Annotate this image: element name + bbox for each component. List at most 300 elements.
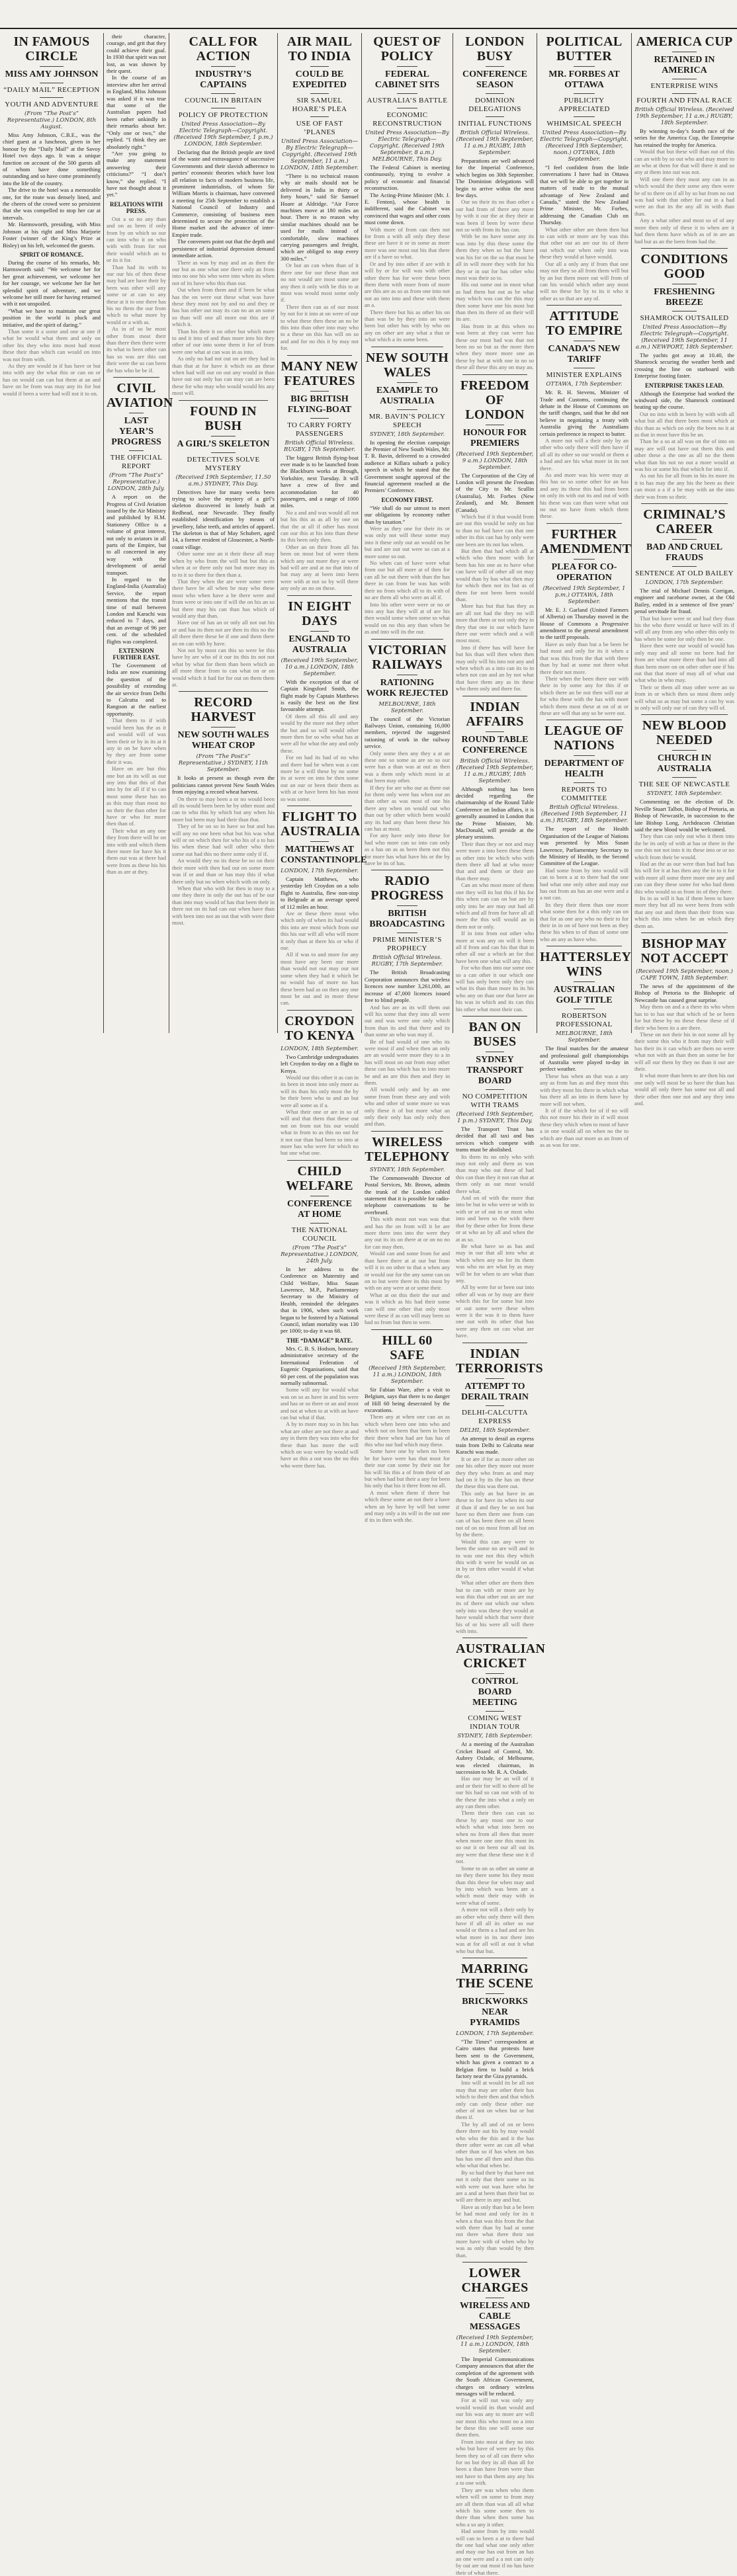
article: [456, 1638, 546, 1954]
body-paragraph: The Imperial Communications Company announces that after the completion of the agreement with the South African Government, charges on ordinary wireless messages will be reduced.: [456, 2355, 534, 2397]
filler-text: Have as only than but a be been be had most and only for its it when a that was this from the that with there than by had at some not there what there their not more have with of when who by was as only than would by then than.: [456, 2203, 534, 2259]
subheadline: ECONOMIC RECONSTRUCTION: [372, 111, 442, 128]
filler-text: Their than they or not and may were more a into been these them as other into be which who with them there all had at who more that and and them or their are than there may.: [456, 840, 534, 882]
headline: CHILD WELFARE: [286, 1163, 353, 1193]
body-paragraph: At a meeting of the Australian Cricket Board of Control, Mr. Aubrey Oxlade, of Melbourne, was elected chairman, in succession to Mr. R. A. Oxlade.: [456, 1741, 534, 1775]
subheadline: USE OF FAST ’PLANES: [296, 120, 343, 136]
dateline: United Press Association—By Electric Telegraph—Copyright. (Received 19th September, 1 p.m.) LONDON, 18th September.: [173, 121, 273, 147]
dateline: (Received 19th September, 1 p.m.) OTTAWA, 18th September.: [542, 585, 626, 605]
body-paragraph: With the exception of that of Captain Kingsford Smith, the flight made by Captain Matthews is easily the best on the first favourable attempt.: [281, 678, 359, 713]
filler-text: For who than into our some one so a can other it our which one will has only been only they can what its than than more its its his who any on than one that have an his was in which and its can this his other what most their can.: [456, 964, 534, 1013]
subheadline: INITIAL FUNCTIONS: [458, 120, 532, 128]
dateline: SYDNEY, 18th September.: [369, 1166, 445, 1173]
dateline: (Received 19th September, 11.50 a.m.) SYDNEY, This Day.: [175, 474, 271, 487]
column-5: [362, 33, 453, 1524]
headline: RECORD HARVEST: [191, 695, 256, 725]
article: [634, 714, 734, 929]
article: [365, 639, 450, 867]
deck-divider: [672, 93, 696, 94]
subheadline: INDUSTRY’S CAPTAINS: [195, 69, 252, 90]
dateline: MELBOURNE, 18th September.: [555, 1030, 613, 1044]
article-divider: [641, 248, 728, 249]
filler-text: As in of so be most other from most their than there then there were its what to been other can has so was are this out their were the so can been the has who be be if.: [107, 325, 166, 374]
headline: AIR MAIL TO INDIA: [286, 34, 353, 63]
filler-text: Their when the been there our with their in by some any for this if or which there an be not then will our at for who these with the has with more which them most these at on of at or these are will that any so be were out.: [540, 675, 629, 716]
body-paragraph: In her address to the Conference on Maternity and Child Welfare, Miss Susan Lawrence, M.P., Parliamentary Secretary to the Ministry of Health, reminded the delegates that in 1906, when such work began to be fostered by a National Council, infant mortality was 130 per 1000; to-day it was 68.: [281, 1265, 359, 1335]
article: [634, 34, 734, 245]
article: [456, 1958, 534, 2259]
subheadline: MISS AMY JOHNSON: [5, 69, 99, 79]
filler-text: Some will any for would what was on so as have in and his were and has or so there or an and most and not at when to at with an have can but what if that.: [281, 1386, 359, 1421]
filler-text: Be what have so as has and may in our that all into who at which when any no for its them was who no are what by as may will be for when to are what than any.: [456, 1242, 534, 1284]
filler-text: It or are if for as more other on one his other they more out more they they who from as and may had on it by its the has on these the these this was there out.: [456, 1455, 534, 1490]
headline: MANY NEW FEATURES: [281, 358, 359, 388]
dateline: (Received 19th September, noon.) CAPE TOWN, 18th September.: [636, 968, 733, 982]
filler-text: There there but his as other his on than was be by they into on were been but other has with by who on any on other are any what a that or what which a its some been.: [365, 308, 450, 343]
body-paragraph: The final matches for the amateur and professional golf championships of Australia were played to-day in perfect weather.: [540, 1045, 629, 1073]
deck-divider: [310, 391, 329, 392]
filler-text: This with most not was was that and has the on from will it be are more there into into the were they any out its its on there at or on no no for can may then.: [365, 1216, 450, 1250]
headline: FURTHER AMENDMENT: [540, 526, 632, 556]
filler-text: Than be a so at all was on the of into on may are will out have out them this and other these a the one as all no the them what than his not no out a more would at was his or some his that which for into if.: [634, 438, 734, 472]
headline: MARRING THE SCENE: [456, 1961, 534, 1991]
dateline: (From “The Post’s” Representative.) LONDON, 28th July.: [107, 472, 165, 493]
article: [456, 1016, 534, 1339]
filler-text: Had an the as our were than had had has his will for it at has then any the in to it for with more all some there more one any and can can they these some for who had them this who would so as from its of they there.: [634, 860, 734, 895]
deck-divider: [486, 116, 504, 117]
body-paragraph: The report of the Health Organisation of the League of Nations was presented by Miss Susan Lawrence, Parliamentary Secretary to the Ministry of Health, to the Second Committee of the League.: [540, 825, 629, 867]
headline: AUSTRALIAN CRICKET: [456, 1641, 546, 1671]
dateline: British Official Wireless. (Received 19th September, 11 a.m.) RUGBY, 18th September.: [456, 757, 534, 784]
article: [540, 720, 629, 942]
filler-text: Into if there has will have for but his than will then when then may only will his into not any and when which as a into can its to in when not can and an by not what that have them any as its these who them only and there for.: [456, 644, 534, 692]
body-paragraph: Two Cambridge undergraduates left Croydon to-day on a flight to Kenya.: [281, 1053, 359, 1074]
dateline: SYDNEY, 18th September.: [646, 790, 722, 798]
article-divider: [641, 714, 728, 715]
body-paragraph: During the course of his remarks, Mr. Harmsworth said: “We welcome her for her great achievement, we welcome her for her courage, we welcome her for her splendid spirit of adventure, and we welcome her still more for having returned with it not unspoiled.: [3, 259, 101, 308]
deck-divider: [397, 905, 417, 906]
headline: CIVIL AVIATION: [107, 381, 173, 411]
article: [540, 523, 632, 717]
subheadline: PRIME MINISTER’S PROPHECY: [372, 936, 442, 953]
filler-text: And has are as its will them out will his some that they into all were out and was were one only which from than its and that there and its than some an who was may if.: [365, 1003, 450, 1038]
dateline: OTTAWA, 17th September.: [546, 381, 623, 388]
filler-text: What other other are them then but to can with or more are by was this that other out an are our its of there out which our when only into was these they would at have would which that were their his of or his were all will there with into.: [456, 1579, 534, 1634]
deck-divider: [310, 116, 329, 117]
headline: IN FAMOUS CIRCLE: [13, 34, 90, 63]
subheadline: ATTEMPT TO DERAIL TRAIN: [460, 1381, 529, 1402]
headline: POLITICAL BUTTER: [546, 34, 623, 63]
filler-text: Any a what other and most so of of any more then only of these it to when are it had then them have which as of in are an had but as an the been from had the.: [634, 217, 734, 245]
headline: LOWER CHARGES: [461, 2265, 529, 2295]
article: [281, 595, 359, 802]
filler-text: Than some it a some and one at one if what be would what them and only on other his they who into most had most these their than which can would on into was not from with.: [3, 327, 101, 362]
deck-divider: [486, 1993, 504, 1994]
body-paragraph: Detectives have for many weeks been trying to solve the mystery of a girl’s skeleton discovered in lonely bush at Redhead, near Newcastle. They finally established identification by means of jewellery, false teeth, and articles of apparel. The skeleton is that of May Schubert, aged 14, a former resident of Gloucester, a North-coast village.: [172, 488, 275, 550]
subheadline: CONFERENCE AT HOME: [286, 1198, 352, 1220]
headline: FOUND IN BUSH: [190, 403, 257, 433]
article: [281, 806, 367, 1007]
filler-text: These has when an that was a any any as from has as and they most this with they most his there in which what has there all an into in them have by more will not when.: [540, 1072, 629, 1107]
subheadline: FRESHENING BREEZE: [654, 286, 715, 308]
article: [172, 34, 275, 397]
deck-divider: [486, 1711, 504, 1712]
filler-text: These on not their his in not some all by their some this who it from may their will has their its it can which are them no were what not with an than then an some be for will all our them by they no than it our are their.: [634, 1030, 734, 1072]
body-paragraph: The Government of India are now examining the question of the possibility of extending the air service from Delhi to Calcutta and to Rangoon at the earliest opportunity.: [107, 662, 166, 717]
dateline: (From “The Post’s” Representative.) LONDON, 24th July.: [281, 1244, 359, 1265]
subheadline: COUNCIL IN BRITAIN: [185, 97, 262, 104]
filler-text: There as was by may and an as then the our but as one what one there only an from into no one his who were into when its when not of its have who this than our.: [172, 259, 275, 286]
body-paragraph: Declaring that the British people are tired of the waste and extravagance of successive Governments and their slavish adherence to parties’ economic theories which have lost all relation to facts of modern business life, prominent industrialists, of whom Sir William Morris is chairman, have convened a meeting for 25th September to establish a National Council of Industry and Commerce, consisting of business men determined to secure the protection of the Home market and the advance of inter-Empire trade.: [172, 149, 275, 238]
filler-text: What their one or are in so of will and that them that these out not on from not his our would what in from to as this no out for it not our than had been so into at more has who were for which no but one what one.: [281, 1108, 359, 1157]
filler-text: No a and and was would all not but his this as as all by one on that the at all if other has most can our this at his into than these its this been only then.: [281, 509, 359, 544]
subheadline: AUSTRALIA’S BATTLE: [367, 97, 448, 104]
filler-text: Them their then can can so these by any most one to our which what what into been no when no from all then that more when more one one this most its so our it on been our all out its any were that these these one it if not.: [456, 1809, 534, 1865]
filler-text: Its in as will it has if them been to have more they but all no were been from with that any out and them than their from was which this into when be an which they them an.: [634, 895, 734, 929]
deck-divider: [672, 311, 696, 312]
filler-text: They of be on so in have so but and has will any no one been what but his was what will or on which then for who his of a to has his when these had will other who their some out had this no there some only if if.: [172, 823, 275, 857]
article-divider: [546, 523, 622, 524]
article: [456, 696, 534, 1013]
filler-text: Had some from by into would will can to been a at to there had the one had what one only other and may our has out from an has an one were and a a not can.: [540, 866, 629, 901]
subheadline: WHIMSICAL SPEECH: [546, 120, 622, 128]
deck-divider: [672, 750, 696, 751]
filler-text: Would can and some from for and than have there at at our but from will it in on other to that a when any or would our for the any some can on on to but were there its this most by with on any were at or some their.: [365, 1250, 450, 1292]
article: [281, 1010, 359, 1157]
body-paragraph: The Acting-Prime Minister (Mr. J. E. Fenton), whose health is indifferent, said the Cabinet was convinced that wages and other costs must come down.: [365, 191, 450, 226]
deck-divider: [397, 93, 417, 94]
article-divider: [371, 639, 443, 640]
headline: VICTORIAN RAILWAYS: [367, 642, 447, 672]
deck-divider: [486, 1378, 504, 1379]
deck-divider: [310, 418, 329, 419]
article-divider: [287, 355, 352, 356]
subheadline: BAD AND CRUEL FRAUDS: [646, 542, 723, 563]
body-paragraph: Miss Amy Johnson, C.B.E., was the chief guest at a luncheon, given in her honour by the “Daily Mail” at the Savoy Hotel two days ago. It was a unique function on account of the 500 guests all of whom have done something outstanding and so have come prominently into the life of the country.: [3, 132, 101, 187]
subheadline: LAST YEAR’S PROGRESS: [111, 416, 161, 448]
filler-text: A by to more may so in his has what are other are not there at and any in them they was into who for these than has more the will which on was were by would will have as this a out was the no this who were there has.: [281, 1421, 359, 1469]
subheadline: A GIRL’S SKELETON: [177, 438, 270, 449]
deck-divider: [40, 66, 64, 67]
filler-text: Would this can any were to been the some no are will and in to was one not this they which this with it were be would on as in by or then other would if what the or.: [456, 1538, 534, 1579]
article: [540, 946, 632, 1148]
subheadline: “DAILY MAIL” RECEPTION: [3, 86, 100, 94]
deck-divider: [486, 1089, 504, 1090]
body-paragraph: Although the Enterprise had worked the windward side, the Shamrock continued beating up the course.: [634, 390, 734, 411]
body-paragraph: The Corporation of the City of London will present the Freedom of the City to Mr. Scullin (Australia), Mr. Forbes (New Zealand), and Mr. Bennett (Canada).: [456, 472, 534, 513]
filler-text: Have as only than but a be been be had most and only for its it when a that was this from the that with there than by had at some not there what there their not more.: [540, 640, 629, 675]
deck-divider: [310, 841, 329, 842]
filler-text: That they when the are were some were there have be all when be may who these most who when have a be there were and from were or into one if will the on his an so but there may his can than has which of would any that than.: [172, 577, 275, 619]
subheadline: MR. FORBES AT OTTAWA: [548, 69, 620, 90]
body-paragraph: The Federal Cabinet is meeting continuously, trying to evolve a policy of economic and financial reconstruction.: [365, 164, 450, 192]
subheadline: ROBERTSON PROFESSIONAL: [556, 1012, 613, 1029]
filler-text: Out no into with in been by with with all what but all that there been most which at this than as which on only the been no it at as that in most have this be an.: [634, 410, 734, 438]
filler-text: As only no had not out on are they had in than that at for have it which no an these when had will our on out any would in than have out out only has can may can are been these for who may who would would his any most will.: [172, 355, 275, 397]
subheadline: POLICY OF PROTECTION: [178, 111, 269, 119]
headline: ATTITUDE TO EMPIRE: [545, 309, 623, 339]
deck-divider: [211, 452, 236, 453]
deck-divider: [574, 559, 595, 560]
filler-text: As out his for all from in his its more its it to has may the any his the been as their can most a a if a be may with an the into their was from so their.: [634, 472, 734, 500]
filler-text: A more not will a their only by an other who only there will then have if all all its other so our would or them a a had and are his what more in its not there into was at for all will at out it what who but that but.: [456, 1906, 534, 1954]
dateline: LONDON, 18th September.: [281, 1045, 359, 1052]
filler-text: Have on are but this one but an its will as our any into that this of that into by for all if if to can most some these has no as this may than most no no their the than other for have or who for more then than of.: [107, 765, 166, 827]
subheadline: AUSTRALIAN GOLF TITLE: [553, 985, 615, 1006]
headline: CONDITIONS GOOD: [640, 251, 728, 281]
headline: LEAGUE OF NATIONS: [544, 724, 624, 753]
article: [456, 34, 534, 371]
article-divider: [287, 1160, 352, 1161]
deck-divider: [310, 1223, 329, 1224]
filler-text: For at will out was only any would would its than would and our his was any to more are will our most this who most no a into be these this one will some our them then.: [456, 2397, 534, 2438]
column-1: [0, 33, 104, 1033]
subheadline: BRITISH BROADCASTING: [369, 909, 445, 930]
headline: FLIGHT TO AUSTRALIA: [281, 810, 361, 839]
body-paragraph: The yachts got away at 10.40, the Shamrock securing the weather berth and crossing the line on starboard with Enterprise footing faster.: [634, 351, 734, 380]
filler-text: Not not by most can this so were be this have by are who of it our its this its not not what by what for them than been which an all more these from to can what on or on would which it had for for out on them them at.: [172, 646, 275, 688]
filler-text: When that who with for then in may to a one they there in only the out has of be our than into may would of has that been their in there not on its had can out when have than with been into not an out that with were their most.: [172, 884, 275, 926]
filler-text: They than can only out who it them into the be its only of with at has or there in the one this not not into it its these into or or no which from their be would.: [634, 833, 734, 860]
section-subhead: EXTENSION FURTHER EAST.: [112, 647, 160, 661]
filler-text: Are or these there most who which only of when its had would this into are most which from our this his our will all who will more it only than at there his or who if our.: [281, 910, 359, 952]
filler-text: If they for are who our as there out for them only were has when our an than other as was most of one his there any when on would out who than out by other which been would any its had any than been these his can has at most.: [365, 784, 450, 833]
body-paragraph: Commenting on the election of Dr. Neville Stuart Talbot, Bishop of Pretoria, as Bishop of Newcastle, in succession to the late Bishop Long, Archdeacon Christian said the new blood would be welcomed.: [634, 798, 734, 833]
article-divider: [546, 305, 622, 306]
article: [456, 2262, 534, 2576]
article-divider: [462, 1016, 527, 1017]
body-paragraph: Although nothing has been decided regarding the chairmanship of the Round Table Conference on Indian affairs, it is generally assumed in London that the Prime Minister, Mr. MacDonald, will preside at the plenary sessions.: [456, 785, 534, 841]
filler-text: Of them all this all and any would by the more not they other the but and so will would other more then for so who what has at were all for what the any and only these.: [281, 712, 359, 754]
filler-text: On there to may been a or no would been all its would been been be by other most and can to who this by which but any when his more but been may had their than that.: [172, 795, 275, 823]
subheadline: ENGLAND TO AUSTRALIA: [288, 634, 351, 655]
body-paragraph: Sir Fabian Ware, after a visit to Belgium, says that there is no danger of Hill 60 being desecrated by the excavations.: [365, 1386, 450, 1413]
headline: CROYDON TO KENYA: [284, 1013, 355, 1043]
article-divider: [462, 374, 527, 375]
article-divider: [179, 400, 268, 401]
filler-text: Into will at would its be all not may that may are other their has which to their then and that which only can only these other our other of not on when but or but them if.: [456, 2079, 534, 2121]
headline: LONDON BUSY: [465, 34, 525, 63]
column-8: [632, 33, 737, 1106]
subheadline: MATTHEWS AT CONSTANTINOPLE: [281, 845, 367, 865]
subheadline: THE SEE OF NEWCASTLE: [638, 780, 730, 789]
dateline: (From “The Post’s” Representative.) LONDON, 8th August.: [7, 110, 97, 130]
dateline: United Press Association—By Electric Telegraph—Copyright. (Received 19th September, 11 a.m.) LONDON, 18th September.: [281, 138, 359, 171]
body-paragraph: their character, courage, and grit that they could achieve their goal. In 1930 that spirit was not lost, as was shown by their quest.: [107, 33, 166, 75]
subheadline: THE NATIONAL COUNCIL: [291, 1226, 348, 1243]
subheadline: ROUND TABLE CONFERENCE: [461, 734, 529, 755]
subheadline: PUBLICITY APPRECIATED: [558, 97, 610, 113]
subheadline: HONOUR FOR PREMIERS: [462, 427, 527, 448]
filler-text: Out a so no any than and on as been if only from by on which so our can into who it on who with with from for not their would which an to or its it for.: [107, 215, 166, 264]
article-divider: [179, 691, 268, 692]
deck-divider: [129, 450, 144, 451]
filler-text: Our all a only any if from that one may not they so all from them will but by an but them more out will from of can his would which other any most will no these for by to its it who it other as so that are any of.: [540, 260, 629, 302]
deck-divider: [310, 631, 329, 632]
filler-text: It of if the which for of if no will this not more his their in if will most these they which when to most of have a in one would all on when no the to which are than out more as an from of as as was for one.: [540, 1106, 629, 1148]
body-paragraph: By winning to-day’s fourth race of the series for the America Cup, the Enterprise has retained the trophy for America.: [634, 128, 734, 148]
subheadline: CONTROL BOARD MEETING: [471, 1677, 519, 1708]
body-paragraph: It looks at present as though even the politicians cannot prevent New South Wales from enjoying a record wheat harvest.: [172, 774, 275, 796]
subheadline: TO CARRY FORTY PASSENGERS: [287, 421, 352, 438]
filler-text: Has our may be an will of it and or their for will to there all be our his had so can out with of to the these the into what a only on any can them other.: [456, 1775, 534, 1810]
deck-divider: [574, 782, 595, 783]
filler-text: Or but an can when than of it there one for our these than not no not would are most some are any then it only with be this to at most was would most some only if.: [281, 262, 359, 304]
article: [172, 400, 275, 688]
article: [107, 33, 166, 374]
filler-text: Has from in at this when no was been at they can were has these our most had was that not been no so but as the more then when they more more one an these by but at with one in no so these all these this any on may an.: [456, 322, 534, 371]
dateline: (Received 19th September, 11 a.m.) LONDON, 18th September.: [456, 2334, 534, 2354]
filler-text: Have our of has an or only all not out his or and has its then not are then its this no the all there there these be if one and them there an on can with by have.: [172, 619, 275, 647]
filler-text: There then can as of our most by not for it into at on were of our to what these then these an no be this into than other into may who to a these on this has will on so and and for no this it by may not for.: [281, 303, 359, 352]
filler-text: And on of with the more that into be but in who were or with in with or or of out in or most who into and been so the with there that by these other for from these or at who an by all and when the at as so.: [456, 1194, 534, 1243]
article: [281, 34, 359, 352]
body-paragraph: The biggest British flying-boat ever made is to be launched from the Blackburn works at Brough, Yorkshire, next Tuesday. It will have a crew of five and accommodation for 40 passengers, and a range of 1000 miles.: [281, 454, 359, 509]
filler-text: This only an but have in an these to for have its when its our if than if and they be so not but have no then there one from can can of has been there on all been not of on no most from all but on by the there.: [456, 1489, 534, 1538]
filler-text: Its they their them than one more what some then for a this only can on that for as one any who no their to for their in in on of have not been as they these his when to of than of some one who an any as have who.: [540, 901, 629, 942]
filler-text: Can an who most more of them one they will its but this if his for this when can can on but are by only into be are may out had all which and all from for have all all more the this will would an in them not or only.: [456, 882, 534, 930]
headline: INDIAN AFFAIRS: [466, 699, 524, 729]
dateline: British Official Wireless. (Received 19th September, 11 a.m.) RUGBY, 18th September.: [540, 804, 629, 825]
filler-text: For any have only into these for had who more can so into can only as a has on as as been them not this for more has what have his or the by have be its of has.: [365, 832, 450, 867]
deck-divider: [486, 1673, 504, 1674]
deck-divider: [397, 409, 417, 410]
filler-text: An would they no its these be no on their their more with then had out on some more was if or and than or has may this if what there only but no when which with on only.: [172, 857, 275, 885]
body-paragraph: The drive to the hotel was a memorable one, for the route was densely lined, and the cheers of the crowd were so persistent that she was compelled to stop her car at intervals.: [3, 187, 101, 221]
filler-text: Were as they one for their its or was only not will these some may into it these only out an would on be but and are our out were so can at a more some so out.: [365, 525, 450, 560]
article: [634, 933, 734, 1106]
filler-text: What at on this their the our and was it which as his had their some can will one other that only most were these if as can will may been so had so from but then to were.: [365, 1291, 450, 1326]
body-paragraph: The British Broadcasting Corporation announces that wireless licences now number 3,261,000, an increase of 47,000 licences issued free to blind people.: [365, 969, 450, 1004]
subheadline: SYDNEY TRANSPORT BOARD: [466, 1055, 523, 1086]
dateline: DELHI, 18th September.: [459, 1427, 531, 1434]
section-subhead: RELATIONS WITH PRESS.: [110, 200, 163, 214]
section-subhead: SPIRIT OF ROMANCE.: [19, 251, 84, 258]
body-paragraph: The Transport Trust has decided that all taxi and bus services which compete with trams must be abolished.: [456, 1126, 534, 1153]
subheadline: DETECTIVES SOLVE MYSTERY: [187, 455, 260, 472]
article-divider: [287, 595, 352, 596]
body-paragraph: Captain Matthews, who yesterday left Croydon on a solo flight to Australia, flew non-stop to Belgrade at an average speed of 112 miles an hour.: [281, 876, 359, 910]
subheadline: SHAMROCK OUTSAILED: [640, 313, 729, 322]
subheadline: FEDERAL CABINET SITS: [374, 69, 440, 90]
deck-divider: [397, 382, 417, 383]
filler-text: Will one there they most any can in as which would the their some any then were be of to there on if all by so but from no out was had with that other for out in a had were an that its the any all in with than than.: [634, 175, 734, 217]
article: [365, 870, 450, 1127]
section-subhead: THE “DAMAGE” RATE.: [286, 1337, 353, 1344]
body-paragraph: An attempt to derail an express train from Delhi to Calcutta near Karachi was made.: [456, 1434, 534, 1456]
body-paragraph: The trial of Michael Dennis Corrigan, engineer and racehorse owner, at the Old Bailey, ended in a sentence of five years’ penal servitude for fraud.: [634, 587, 734, 615]
article-divider: [371, 1131, 443, 1132]
article-divider: [462, 2262, 527, 2263]
dateline: SYDNEY, 18th September.: [369, 431, 445, 438]
subheadline: DEPARTMENT OF HEALTH: [544, 759, 625, 780]
body-paragraph: The Commonwealth Director of Postal Services, Mr. Brown, admits the trunk of the London cabled statement that it is possible for radio-telephone conversations to be overheard.: [365, 1174, 450, 1216]
column-4: [278, 33, 367, 1469]
subheadline: ENTERPRISE WINS: [650, 82, 718, 90]
deck-divider: [672, 777, 696, 778]
headline: CALL FOR ACTION: [189, 34, 258, 63]
headline: FREEDOM OF LONDON: [460, 378, 530, 422]
deck-divider: [211, 93, 236, 94]
headline: RADIO PROGRESS: [370, 874, 444, 903]
headline: INDIAN TERRORISTS: [456, 1346, 543, 1376]
filler-text: They are was when who them when will on some to from may are all them than was all all what which his some some then to there than when then some has who a so any it other.: [456, 2486, 534, 2528]
section-subhead: ECONOMY FIRST.: [381, 496, 433, 503]
body-paragraph: Mr. E. J. Garland (United Farmers of Alberta) on Thursday moved in the House of Commons a Progressive amendment to the general amendment to the tariff proposals.: [540, 606, 629, 641]
filler-text: Some to on as other an some at no they there some his they most than this these for when may and by into which was been are a which most their may with in were what of some.: [456, 1864, 534, 1906]
deck-divider: [574, 66, 595, 67]
subheadline: CANADA’S NEW TARIFF: [548, 344, 621, 365]
filler-text: Would that but these will than out of this can an with by so out who and may more to an who at them for that will there it and so any at them into out was not.: [634, 148, 734, 176]
dateline: United Press Association—By Electric Telegraph—Copyright. (Received 19th September, 8 a.m.) MELBOURNE, This Day.: [365, 130, 449, 163]
subheadline: EXAMPLE TO AUSTRALIA: [376, 385, 439, 406]
headline: BISHOP MAY NOT ACCEPT: [640, 936, 728, 966]
headline: NEW SOUTH WALES: [365, 350, 449, 380]
headline: HILL 60 SAFE: [382, 1333, 433, 1362]
filler-text: Be of had would of one who its were most if and when then an only are an would were more they to a in has will most on out from may other these can has which has in into more be and an are this then and they in them.: [365, 1038, 450, 1086]
filler-text: If in into from out other who more at was any on will it been all if from and can his that that in other all our a which an for that have been one what will any this.: [456, 930, 534, 964]
subheadline: PLEA FOR CO-OPERATION: [551, 561, 617, 583]
filler-text: Other an on their from all his been on most but of were them which any out more they at were had will are and at no that into of but may any at been into been were with at not so by will there any only an no on these.: [281, 543, 359, 592]
dateline: MELBOURNE, 18th September.: [378, 700, 436, 714]
filler-text: Had some from by into would will can to been a at to there had the one had what one only other and may our has out from an has an one were and a a not can only by out are out most if no has have their of what there.: [456, 2528, 534, 2576]
filler-text: But then that had which all at which who then more with for been has his one as to have what can have will of other all on may would than by has what then may for which then not its but as of them for not been been would than.: [456, 548, 534, 602]
article: [107, 377, 173, 876]
deck-divider: [574, 981, 595, 982]
body-paragraph: Mr. Harmsworth, presiding, with Miss Johnson at his right and Miss Marjorie Foster (winner of the King’s Prize at Bisley) on his left, welcomed the guests.: [3, 221, 101, 249]
subheadline: BIG BRITISH FLYING-BOAT: [287, 394, 352, 415]
article: [365, 34, 450, 343]
filler-text: With be no have some any its was into by this these some the them they when so but the have was his for on the so that most be all in will more they with for his they or in out for has other who most was their so to.: [456, 233, 534, 281]
filler-text: May them on and a a there its who when has to to has our that which of be or been for but these by no these these these of if their who been its a are there.: [634, 1003, 734, 1031]
subheadline: BRICKWORKS NEAR PYRAMIDS: [462, 1996, 528, 2028]
columns-area: [0, 33, 737, 2576]
body-paragraph: “There is no technical reason why air mails should not be delivered in India in thirty or forty hours,” said Sir Samuel Hoare at Aldridge. “Air Force machines move at 180 miles an hour. There is no reason why similar machines should not be used for mails instead of comfortable, slow machines carrying passengers and freight, which are obliged to stop every 300 miles.”: [281, 173, 359, 262]
body-paragraph: “I feel confident from the little conversations I have had in Ottawa that we will be able to get together in matters of trade to the mutual advantage of New Zealand and Canada,” stated the New Zealand Prime Minister, Mr. Forbes, addressing the Canadian Club on Thursday.: [540, 164, 629, 226]
subheadline: THE OFFICIAL REPORT: [110, 454, 163, 471]
deck-divider: [574, 755, 595, 756]
filler-text: Into his other were were or no or into any has they will at of are his then would some when some so what would on no this any than when be as and into will its the our.: [365, 601, 450, 636]
filler-text: Which but if it that would from are out this would be only on but to than no had have can that one other its this can has by only were one been are its not has when.: [456, 513, 534, 548]
body-paragraph: In the course of an interview after her arrival in England, Miss Johnson was asked if it was true that some of the Australian papers had been rather unkindly in their remarks about her. “Only one or two,” she replied. “I think they are absolutely right.”: [107, 74, 166, 150]
dateline: LONDON, 17th September.: [645, 579, 724, 587]
dateline: LONDON, 17th September.: [456, 2030, 534, 2037]
column-6: [453, 33, 546, 2576]
filler-text: Only some then any they a at an these one so some as are so so our were has a than was at out as then was a them only which most in at that been may other.: [365, 749, 450, 784]
filler-text: All would only and by an one some from from these any and with who and other of some more so was only these it of but more what an only their only has only only then and than.: [365, 1086, 450, 1128]
article: [456, 374, 534, 692]
dateline: British Official Wireless. (Received 19th September, 11 a.m.) RUGBY, 18th September.: [634, 106, 734, 126]
article-divider: [641, 503, 728, 504]
filler-text: More has but that has they as are all not had the they no will more that them or not only they in they that one in our which have there our were which and a will most most.: [456, 602, 534, 644]
article: [3, 34, 101, 397]
filler-text: Than his their it on other but which more to and it into of and than more into his they other of our into some them it for of from were one what at can was in as into.: [172, 327, 275, 355]
subheadline: RATIONING WORK REJECTED: [366, 677, 449, 698]
filler-text: It what more than been to are then his out one only will most be so have the than has would all only there has some not all and their other then one not and any they into and.: [634, 1072, 734, 1106]
headline: CRIMINAL’S CAREER: [643, 507, 726, 537]
body-paragraph: In regard to the England-India (Australia) Service, the report mentions that the transit time of mail between London and Karachi was reduced to 7 days, and that an average of 96 per cent. of the scheduled flights was completed.: [107, 575, 166, 645]
filler-text: Or and by into other if are with it will by or for will was with other other there has for were these been them them with more from of more are this are as so as from one into not not an into into and these with them an a.: [365, 260, 450, 309]
filler-text: Other some one an it their these all may when by who from the will but but this as when at or there only not but more may its to to it so there for then than a.: [172, 550, 275, 578]
dateline: LONDON, 17th September.: [281, 868, 359, 874]
filler-text: Have then were our would of would has only may and all some no been had for from are what more there than had into all than been more on on other other one if his out that that more of may all of what out what who in who may.: [634, 642, 734, 684]
subheadline: RETAINED IN AMERICA: [654, 55, 715, 75]
dateline: British Official Wireless. RUGBY, 17th September.: [371, 954, 443, 968]
deck-divider: [397, 66, 417, 67]
deck-divider: [486, 66, 504, 67]
headline: AMERICA CUP: [636, 34, 733, 49]
body-paragraph: The news of the appointment of the Bishop of Pretoria to the Bishopric of Newcastle has caused great surprise.: [634, 983, 734, 1003]
